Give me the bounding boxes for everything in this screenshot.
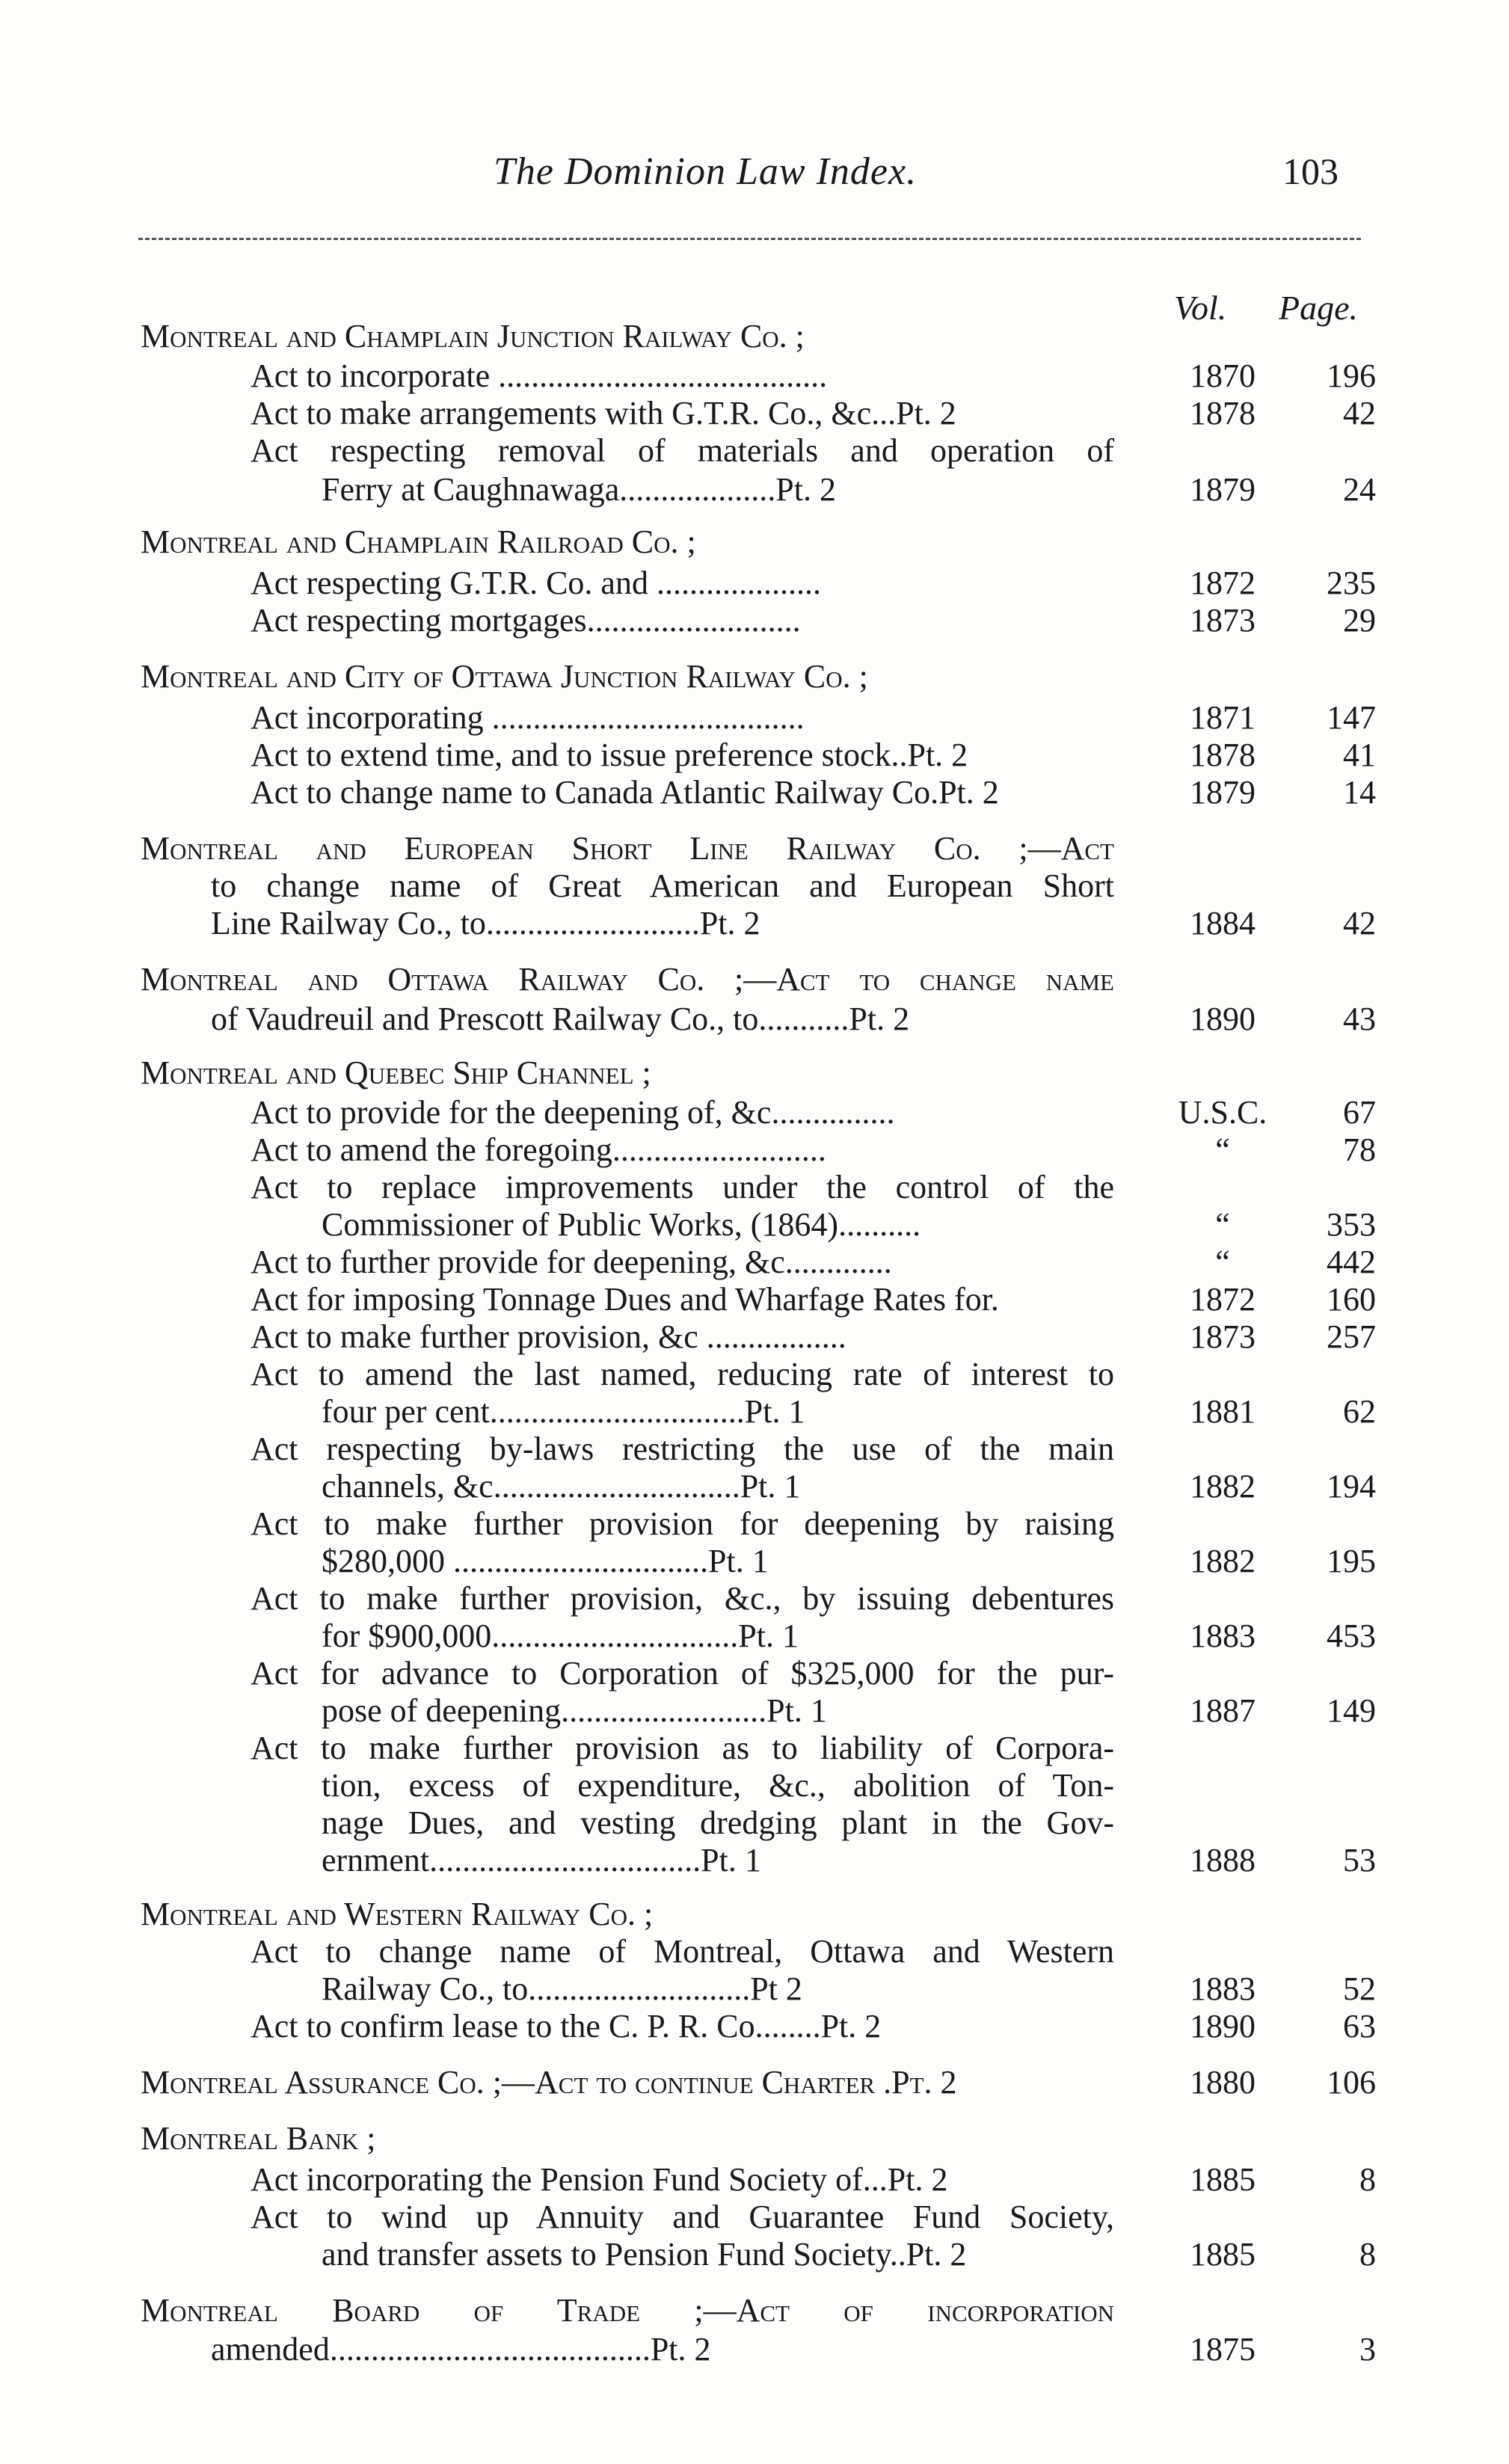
- entry-page: 8: [1359, 2236, 1376, 2273]
- entry-line: [0, 1393, 1509, 1431]
- entry-volume: 1878: [1190, 737, 1256, 773]
- entry-text: Line Railway Co., to..........................Pt. 2: [211, 905, 760, 941]
- header-rule: [138, 238, 1361, 240]
- entry-text: Montreal and Quebec Ship Channel ;: [141, 1054, 651, 1091]
- entry-page: 147: [1327, 699, 1376, 736]
- entry-text: Montreal and Ottawa Railway Co. ;—Act to change name: [141, 961, 1114, 998]
- column-header-page: Page.: [1279, 289, 1359, 327]
- entry-line: [0, 1169, 1509, 1206]
- entry-volume: 1879: [1190, 774, 1256, 811]
- entry-line: [0, 1804, 1509, 1842]
- entry-page: 196: [1327, 357, 1376, 394]
- entry-text: pose of deepening.........................Pt. 1: [322, 1692, 827, 1729]
- entry-text: $280,000 ...............................Pt. 1: [322, 1543, 769, 1579]
- entry-page: 3: [1359, 2331, 1376, 2368]
- entry-volume: “: [1215, 1206, 1230, 1243]
- entry-line: [0, 737, 1509, 774]
- entry-volume: 1879: [1190, 471, 1256, 508]
- entry-volume: 1890: [1190, 1001, 1256, 1037]
- entry-line: [0, 602, 1509, 639]
- entry-page: 67: [1343, 1094, 1376, 1131]
- entry-text: Act incorporating ......................................: [251, 699, 805, 736]
- entry-text: amended.......................................Pt. 2: [211, 2331, 711, 2368]
- entry-page: 106: [1327, 2064, 1376, 2101]
- entry-text: Act to confirm lease to the C. P. R. Co........Pt. 2: [251, 2008, 882, 2044]
- entry-page: 52: [1343, 1970, 1376, 2007]
- entry-page: 14: [1343, 774, 1376, 811]
- entry-text: tion, excess of expenditure, &c., abolition of Ton-: [322, 1767, 1114, 1804]
- entry-volume: 1872: [1190, 565, 1256, 601]
- entry-page: 29: [1343, 602, 1376, 639]
- entry-line: [0, 1617, 1509, 1655]
- entry-line: [0, 1001, 1509, 1038]
- entry-line: [0, 1206, 1509, 1244]
- entry-heading: [0, 1896, 1509, 1933]
- entry-text: Act respecting by-laws restricting the use of the main: [251, 1431, 1114, 1467]
- entry-text: Act to amend the last named, reducing rate of interest to: [251, 1356, 1114, 1392]
- column-header-vol: Vol.: [1174, 289, 1227, 327]
- entry-heading: [0, 658, 1509, 695]
- entry-volume: 1883: [1190, 1617, 1256, 1654]
- entry-text: Montreal and City of Ottawa Junction Railway Co. ;: [141, 658, 868, 695]
- entry-page: 195: [1327, 1543, 1376, 1579]
- entry-line: [0, 1356, 1509, 1393]
- entry-line: [0, 565, 1509, 602]
- entry-text: and transfer assets to Pension Fund Society..Pt. 2: [322, 2236, 967, 2273]
- entry-text: Act to provide for the deepening of, &c...............: [251, 1094, 895, 1131]
- entry-heading: [0, 318, 1509, 355]
- entry-text: ernment.................................Pt. 1: [322, 1842, 761, 1878]
- entry-line: [0, 1431, 1509, 1468]
- entry-page: 257: [1327, 1318, 1376, 1355]
- entry-line: [0, 1842, 1509, 1879]
- entry-text: Act respecting removal of materials and operation of: [251, 432, 1114, 469]
- entry-volume: “: [1215, 1131, 1230, 1168]
- entry-line: [0, 1730, 1509, 1767]
- entry-text: Montreal Board of Trade ;—Act of incorporation: [141, 2292, 1114, 2329]
- entry-heading: [0, 961, 1509, 998]
- entry-text: channels, &c..............................Pt. 1: [322, 1468, 801, 1505]
- entry-volume: 1883: [1190, 1970, 1256, 2007]
- entry-page: 8: [1359, 2161, 1376, 2198]
- entry-text: Commissioner of Public Works, (1864)..........: [322, 1206, 921, 1243]
- entry-volume: 1878: [1190, 395, 1256, 431]
- entry-line: [0, 774, 1509, 811]
- entry-text: Act respecting G.T.R. Co. and ....................: [251, 565, 821, 601]
- entry-heading: [0, 2064, 1509, 2101]
- entry-line: [0, 471, 1509, 509]
- entry-heading: [0, 2120, 1509, 2157]
- entry-page: 149: [1327, 1692, 1376, 1729]
- entry-line: [0, 2236, 1509, 2273]
- entry-text: Montreal and Champlain Junction Railway Co. ;: [141, 318, 805, 354]
- entry-text: Act to make arrangements with G.T.R. Co., &c...Pt. 2: [251, 395, 956, 431]
- entry-text: Montreal and Western Railway Co. ;: [141, 1896, 654, 1932]
- entry-text: Act to change name to Canada Atlantic Railway Co.Pt. 2: [251, 774, 999, 811]
- entry-line: [0, 1655, 1509, 1692]
- entry-page: 43: [1343, 1001, 1376, 1037]
- entry-line: [0, 1318, 1509, 1356]
- entry-line: [0, 1094, 1509, 1131]
- entry-line: [0, 432, 1509, 470]
- entry-volume: U.S.C.: [1178, 1094, 1267, 1131]
- entry-line: [0, 2008, 1509, 2045]
- entry-text: of Vaudreuil and Prescott Railway Co., to...........Pt. 2: [211, 1001, 910, 1037]
- entry-volume: “: [1215, 1244, 1230, 1280]
- entry-text: for $900,000..............................Pt. 1: [322, 1617, 799, 1654]
- entry-page: 42: [1343, 395, 1376, 431]
- entry-volume: 1882: [1190, 1468, 1256, 1505]
- entry-page: 62: [1343, 1393, 1376, 1430]
- entry-page: 53: [1343, 1842, 1376, 1878]
- page-number: 103: [1282, 150, 1339, 192]
- entry-volume: 1870: [1190, 357, 1256, 394]
- entry-volume: 1882: [1190, 1543, 1256, 1579]
- entry-page: 78: [1343, 1131, 1376, 1168]
- entry-page: 24: [1343, 471, 1376, 508]
- entry-text: Act to amend the foregoing..........................: [251, 1131, 826, 1168]
- entry-text: Act incorporating the Pension Fund Society of...Pt. 2: [251, 2161, 948, 2198]
- entry-text: Act to make further provision as to liability of Corpora-: [251, 1730, 1114, 1766]
- entry-text: Act to further provide for deepening, &c.............: [251, 1244, 892, 1280]
- entry-page: 194: [1327, 1468, 1376, 1505]
- entry-line: [0, 395, 1509, 432]
- entry-heading: [0, 523, 1509, 561]
- entry-volume: 1887: [1190, 1692, 1256, 1729]
- entry-page: 442: [1327, 1244, 1376, 1280]
- entry-volume: 1880: [1190, 2064, 1256, 2101]
- entry-page: 353: [1327, 1206, 1376, 1243]
- entry-text: Act to make further provision, &c .................: [251, 1318, 846, 1355]
- entry-volume: 1871: [1190, 699, 1256, 736]
- entry-volume: 1885: [1190, 2161, 1256, 2198]
- entry-text: Ferry at Caughnawaga...................Pt. 2: [322, 471, 836, 508]
- entry-volume: 1890: [1190, 2008, 1256, 2044]
- entry-line: [0, 1468, 1509, 1505]
- entry-volume: 1875: [1190, 2331, 1256, 2368]
- entry-line: [0, 2331, 1509, 2368]
- entry-volume: 1885: [1190, 2236, 1256, 2273]
- entry-line: [0, 699, 1509, 737]
- entry-volume: 1873: [1190, 1318, 1256, 1355]
- entry-line: [0, 1244, 1509, 1281]
- entry-heading: [0, 1054, 1509, 1092]
- entry-page: 63: [1343, 2008, 1376, 2044]
- entry-volume: 1872: [1190, 1281, 1256, 1318]
- entry-text: Act for advance to Corporation of $325,000 for the pur-: [251, 1655, 1114, 1692]
- entry-text: Act to wind up Annuity and Guarantee Fund Society,: [251, 2199, 1114, 2235]
- entry-text: Act to change name of Montreal, Ottawa and Western: [251, 1933, 1114, 1970]
- entry-line: [0, 2199, 1509, 2236]
- entry-line: [0, 1767, 1509, 1804]
- entry-text: Act respecting mortgages..........................: [251, 602, 801, 639]
- entry-text: Act to make further provision for deepening by raising: [251, 1505, 1114, 1542]
- entry-page: 235: [1327, 565, 1376, 601]
- entry-line: [0, 867, 1509, 905]
- entry-text: four per cent...............................Pt. 1: [322, 1393, 805, 1430]
- entry-line: [0, 1970, 1509, 2008]
- entry-page: 41: [1343, 737, 1376, 773]
- entry-page: 160: [1327, 1281, 1376, 1318]
- entry-heading: [0, 830, 1509, 867]
- entry-line: [0, 1692, 1509, 1730]
- entry-line: [0, 1933, 1509, 1970]
- entry-text: Montreal Assurance Co. ;—Act to continue Charter .Pt. 2: [141, 2064, 957, 2101]
- entry-line: [0, 357, 1509, 395]
- entry-line: [0, 1543, 1509, 1580]
- entry-text: Act to replace improvements under the control of the: [251, 1169, 1114, 1205]
- entry-heading: [0, 2292, 1509, 2329]
- entry-line: [0, 905, 1509, 942]
- entry-line: [0, 2161, 1509, 2199]
- entry-text: Act to make further provision, &c., by issuing debentures: [251, 1580, 1114, 1617]
- entry-text: to change name of Great American and European Short: [211, 867, 1114, 904]
- entry-volume: 1881: [1190, 1393, 1256, 1430]
- entry-text: Montreal and Champlain Railroad Co. ;: [141, 523, 696, 560]
- entry-text: nage Dues, and vesting dredging plant in the Gov-: [322, 1804, 1114, 1841]
- entry-volume: 1873: [1190, 602, 1256, 639]
- entry-text: Act to incorporate ........................................: [251, 357, 828, 394]
- entry-line: [0, 1131, 1509, 1169]
- entry-line: [0, 1505, 1509, 1543]
- entry-page: 453: [1327, 1617, 1376, 1654]
- running-title: The Dominion Law Index.: [494, 150, 918, 193]
- entry-text: Montreal Bank ;: [141, 2120, 376, 2157]
- entry-line: [0, 1281, 1509, 1318]
- entry-text: Act for imposing Tonnage Dues and Wharfage Rates for.: [251, 1281, 999, 1318]
- entry-volume: 1884: [1190, 905, 1256, 941]
- entry-text: Montreal and European Short Line Railway Co. ;—Act: [141, 830, 1114, 867]
- entry-text: Act to extend time, and to issue preference stock..Pt. 2: [251, 737, 968, 773]
- entry-volume: 1888: [1190, 1842, 1256, 1878]
- entry-line: [0, 1580, 1509, 1617]
- entry-text: Railway Co., to...........................Pt 2: [322, 1970, 802, 2007]
- entry-page: 42: [1343, 905, 1376, 941]
